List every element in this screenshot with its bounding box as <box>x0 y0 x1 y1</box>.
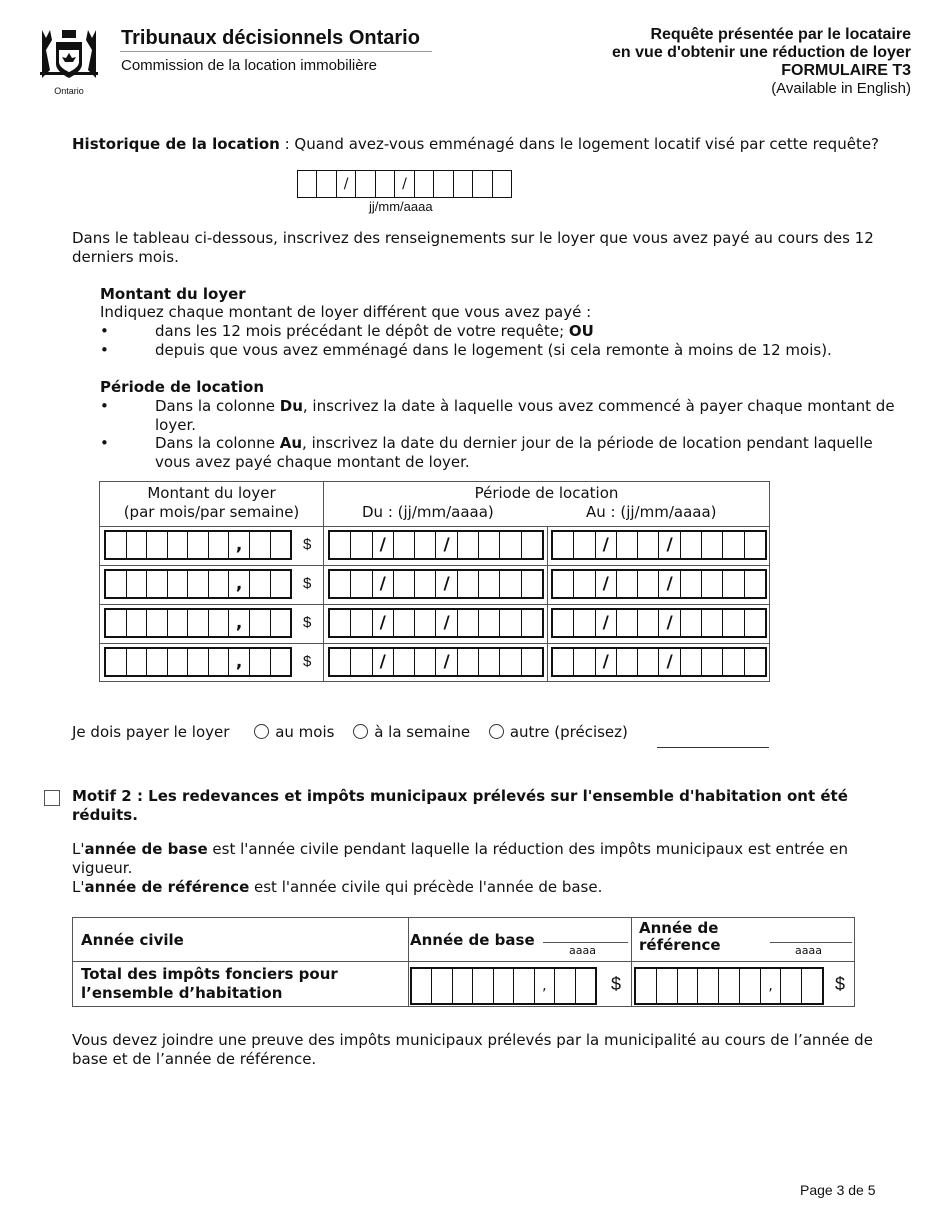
row-divider <box>100 526 769 527</box>
rent-amount-field[interactable] <box>104 608 292 638</box>
row-divider <box>73 961 854 962</box>
char-box[interactable] <box>574 610 595 636</box>
char-box[interactable] <box>271 571 291 597</box>
char-box[interactable] <box>745 571 765 597</box>
char-box[interactable]: / <box>373 571 394 597</box>
char-box[interactable]: / <box>436 649 457 675</box>
char-box[interactable]: / <box>596 571 617 597</box>
row-divider <box>100 565 769 566</box>
char-box[interactable] <box>209 649 230 675</box>
char-box[interactable] <box>209 610 230 636</box>
char-box[interactable] <box>147 571 168 597</box>
year-hint: aaaa <box>795 944 822 957</box>
char-box[interactable] <box>723 649 744 675</box>
char-box[interactable] <box>553 610 574 636</box>
char-box[interactable] <box>250 571 271 597</box>
char-box[interactable] <box>522 610 542 636</box>
currency-symbol: $ <box>303 653 312 670</box>
rent-table <box>99 481 770 682</box>
char-box[interactable] <box>473 969 493 1003</box>
char-box[interactable] <box>458 571 479 597</box>
char-box[interactable] <box>351 610 372 636</box>
char-box[interactable] <box>250 532 271 558</box>
char-box[interactable] <box>106 610 127 636</box>
base-year-label: Année de base <box>410 931 535 949</box>
available-english: (Available in English) <box>771 80 911 97</box>
char-box[interactable] <box>168 571 189 597</box>
from-date-field[interactable] <box>328 608 544 638</box>
t: est l'année civile qui précède l'année de base. <box>249 878 603 896</box>
char-box[interactable] <box>638 571 659 597</box>
char-box[interactable] <box>453 969 473 1003</box>
proof-note: Vous devez joindre une preuve des impôts municipaux prélevés par la municipalité au cours de l’année de base et de l’année de référence. <box>72 1031 873 1068</box>
char-box[interactable] <box>522 649 542 675</box>
char-box[interactable]: / <box>373 610 394 636</box>
to-col-header: Au : (jj/mm/aaaa) <box>586 503 717 521</box>
char-box[interactable] <box>458 649 479 675</box>
char-box[interactable] <box>522 532 542 558</box>
char-box[interactable] <box>168 532 189 558</box>
history-question <box>72 135 879 154</box>
char-box[interactable] <box>702 610 723 636</box>
char-box[interactable] <box>574 571 595 597</box>
period-bullet-1 <box>155 397 905 435</box>
char-box[interactable] <box>745 532 765 558</box>
col-divider <box>631 918 632 1006</box>
rent-amount-field[interactable] <box>104 569 292 599</box>
char-box[interactable] <box>574 649 595 675</box>
char-box[interactable] <box>494 969 514 1003</box>
currency-symbol: $ <box>835 974 846 994</box>
period-col-header: Période de location <box>474 484 619 502</box>
char-box[interactable]: / <box>659 571 680 597</box>
char-box[interactable] <box>458 610 479 636</box>
char-box[interactable] <box>636 969 657 1003</box>
h: Montant du loyer <box>147 484 276 502</box>
char-box[interactable] <box>376 171 395 197</box>
char-box[interactable] <box>479 649 500 675</box>
char-box[interactable] <box>209 571 230 597</box>
char-box[interactable] <box>394 571 415 597</box>
char-box[interactable]: / <box>596 610 617 636</box>
char-box[interactable] <box>473 171 492 197</box>
char-box[interactable] <box>330 571 351 597</box>
char-box[interactable] <box>209 532 230 558</box>
row-divider <box>100 604 769 605</box>
total-tax-label: Total des impôts fonciers pour l’ensemble d’habitation <box>81 965 338 1002</box>
char-box[interactable] <box>702 649 723 675</box>
char-box[interactable] <box>681 649 702 675</box>
char-box[interactable] <box>250 610 271 636</box>
amount-bullet-2: depuis que vous avez emménagé dans le logement (si cela remonte à moins de 12 mois). <box>155 341 832 359</box>
move-in-date-field[interactable] <box>297 170 512 198</box>
char-box[interactable] <box>351 571 372 597</box>
char-box[interactable] <box>317 171 336 197</box>
history-label: Historique de la location <box>72 135 280 153</box>
t: L' <box>72 878 85 896</box>
currency-symbol: $ <box>611 974 622 994</box>
ref-year-tax-field[interactable] <box>634 967 824 1005</box>
char-box[interactable] <box>617 649 638 675</box>
bullet: • <box>100 434 109 452</box>
radio-icon[interactable] <box>353 724 368 739</box>
char-box[interactable] <box>553 571 574 597</box>
amount-bullet-1 <box>155 322 594 341</box>
motif2-title: Motif 2 : Les redevances et impôts municipaux prélevés sur l'ensemble d'habitation ont été réduits. <box>72 787 848 824</box>
char-box[interactable] <box>500 649 521 675</box>
calendar-year-label: Année civile <box>81 931 184 949</box>
char-box[interactable] <box>745 610 765 636</box>
char-box[interactable] <box>574 532 595 558</box>
char-box[interactable] <box>657 969 678 1003</box>
pay-label: Je dois payer le loyer <box>72 723 230 741</box>
char-box[interactable] <box>678 969 699 1003</box>
char-box[interactable]: / <box>596 532 617 558</box>
char-box[interactable]: / <box>659 610 680 636</box>
date-hint: jj/mm/aaaa <box>369 199 433 214</box>
char-box[interactable] <box>106 649 127 675</box>
text: , inscrivez la date du dernier jour de la période de location pendant laquelle vous avez payé chaque montant de loyer. <box>155 434 873 471</box>
char-box[interactable] <box>147 649 168 675</box>
char-box[interactable]: / <box>436 571 457 597</box>
char-box[interactable] <box>415 610 436 636</box>
radio-monthly[interactable] <box>254 723 334 741</box>
char-box[interactable] <box>617 571 638 597</box>
period-heading: Période de location <box>100 378 265 396</box>
char-box[interactable]: / <box>659 649 680 675</box>
char-box[interactable] <box>638 532 659 558</box>
to-date-field[interactable] <box>551 569 767 599</box>
char-box[interactable] <box>168 610 189 636</box>
radio-other[interactable] <box>489 723 628 741</box>
title-line-1: Requête présentée par le locataire <box>650 26 911 43</box>
char-box[interactable] <box>802 969 822 1003</box>
t: est l'année civile pendant laquelle la réduction des impôts municipaux est entrée en vigueur. <box>72 840 848 877</box>
char-box[interactable] <box>250 649 271 675</box>
col-divider <box>408 918 409 1006</box>
to-date-field[interactable] <box>551 647 767 677</box>
char-box[interactable]: , <box>229 532 250 558</box>
char-box[interactable] <box>500 571 521 597</box>
char-box[interactable] <box>458 532 479 558</box>
from-date-field[interactable] <box>328 530 544 560</box>
base-year-tax-field[interactable] <box>410 967 597 1005</box>
currency-symbol: $ <box>303 614 312 631</box>
bullet: • <box>100 397 109 415</box>
b: année de référence <box>84 878 250 896</box>
from-col-header: Du : (jj/mm/aaaa) <box>362 503 494 521</box>
label: autre (précisez) <box>509 723 628 741</box>
char-box[interactable] <box>127 532 148 558</box>
char-box[interactable] <box>479 610 500 636</box>
label: à la semaine <box>374 723 471 741</box>
commission-name: Commission de la location immobilière <box>121 57 377 74</box>
char-box[interactable] <box>415 649 436 675</box>
char-box[interactable] <box>500 610 521 636</box>
char-box[interactable] <box>271 649 291 675</box>
rent-amount-field[interactable] <box>104 647 292 677</box>
rent-amount-field[interactable] <box>104 530 292 560</box>
char-box[interactable] <box>415 171 434 197</box>
char-box[interactable] <box>271 610 291 636</box>
char-box[interactable] <box>681 571 702 597</box>
text: Dans la colonne <box>155 434 280 452</box>
b1-bold: OU <box>568 322 594 340</box>
char-box[interactable] <box>553 532 574 558</box>
char-box[interactable] <box>127 571 148 597</box>
char-box[interactable] <box>298 171 317 197</box>
char-box[interactable] <box>188 532 209 558</box>
amount-heading: Montant du loyer <box>100 285 246 303</box>
radio-icon[interactable] <box>254 724 269 739</box>
b: année de base <box>84 840 208 858</box>
char-box[interactable]: , <box>761 969 782 1003</box>
char-box[interactable]: , <box>229 649 250 675</box>
char-box[interactable] <box>356 171 375 197</box>
b1-text: dans les 12 mois précédant le dépôt de votre requête; <box>155 322 569 340</box>
char-box[interactable]: / <box>337 171 356 197</box>
char-box[interactable] <box>188 571 209 597</box>
char-box[interactable] <box>454 171 473 197</box>
ontario-logo <box>36 26 102 96</box>
form-title <box>612 26 911 98</box>
to-date-field[interactable] <box>551 608 767 638</box>
currency-symbol: $ <box>303 536 312 553</box>
char-box[interactable] <box>719 969 740 1003</box>
text: , inscrivez la date à laquelle vous avez commencé à payer chaque montant de loyer. <box>155 397 895 434</box>
char-box[interactable] <box>555 969 575 1003</box>
char-box[interactable]: / <box>436 532 457 558</box>
char-box[interactable] <box>617 610 638 636</box>
bullet: • <box>100 341 109 359</box>
org-name: Tribunaux décisionnels Ontario <box>121 27 420 49</box>
currency-symbol: $ <box>303 575 312 592</box>
motif2-checkbox[interactable] <box>44 790 60 806</box>
bullet: • <box>100 322 109 340</box>
char-box[interactable] <box>147 610 168 636</box>
title-line-2: en vue d'obtenir une réduction de loyer <box>612 44 911 61</box>
logo-text: Ontario <box>54 86 84 96</box>
text: Dans la colonne <box>155 397 280 415</box>
char-box[interactable] <box>479 571 500 597</box>
char-box[interactable] <box>412 969 432 1003</box>
char-box[interactable] <box>351 649 372 675</box>
char-box[interactable] <box>745 649 765 675</box>
pay-frequency <box>72 723 628 741</box>
char-box[interactable] <box>638 649 659 675</box>
char-box[interactable] <box>434 171 453 197</box>
char-box[interactable] <box>514 969 534 1003</box>
form-id: FORMULAIRE T3 <box>781 62 911 79</box>
char-box[interactable] <box>127 649 148 675</box>
ref-year-def <box>72 878 602 897</box>
char-box[interactable] <box>522 571 542 597</box>
bold: Au <box>279 434 303 452</box>
h: (par mois/par semaine) <box>123 503 300 521</box>
from-date-field[interactable] <box>328 647 544 677</box>
char-box[interactable] <box>702 532 723 558</box>
char-box[interactable]: / <box>373 649 394 675</box>
intro-text: Dans le tableau ci-dessous, inscrivez des renseignements sur le loyer que vous avez payé au cours des 12 derniers mois. <box>72 229 874 266</box>
radio-weekly[interactable] <box>353 723 470 741</box>
year-hint: aaaa <box>569 944 596 957</box>
radio-icon[interactable] <box>489 724 504 739</box>
char-box[interactable]: , <box>229 610 250 636</box>
char-box[interactable] <box>493 171 511 197</box>
row-divider <box>100 643 769 644</box>
period-bullet-2 <box>155 434 905 472</box>
base-year-def <box>72 840 912 878</box>
char-box[interactable] <box>702 571 723 597</box>
char-box[interactable] <box>330 532 351 558</box>
char-box[interactable] <box>415 532 436 558</box>
tax-table <box>72 917 855 1007</box>
char-box[interactable]: / <box>436 610 457 636</box>
char-box[interactable]: , <box>535 969 555 1003</box>
char-box[interactable] <box>188 649 209 675</box>
ref-year-label: Année de référence <box>639 919 721 954</box>
char-box[interactable] <box>394 532 415 558</box>
char-box[interactable] <box>394 649 415 675</box>
header-divider <box>120 51 432 52</box>
t: L' <box>72 840 85 858</box>
base-year-input[interactable] <box>543 942 628 943</box>
char-box[interactable] <box>394 610 415 636</box>
char-box[interactable] <box>781 969 802 1003</box>
ref-year-input[interactable] <box>770 942 852 943</box>
char-box[interactable] <box>479 532 500 558</box>
char-box[interactable] <box>698 969 719 1003</box>
char-box[interactable]: / <box>659 532 680 558</box>
char-box[interactable] <box>740 969 761 1003</box>
char-box[interactable] <box>271 532 291 558</box>
char-box[interactable] <box>330 610 351 636</box>
char-box[interactable] <box>188 610 209 636</box>
from-date-field[interactable] <box>328 569 544 599</box>
char-box[interactable] <box>415 571 436 597</box>
col-divider <box>323 482 324 681</box>
page-number: Page 3 de 5 <box>800 1182 876 1198</box>
to-date-field[interactable] <box>551 530 767 560</box>
char-box[interactable] <box>617 532 638 558</box>
char-box[interactable] <box>351 532 372 558</box>
char-box[interactable] <box>681 610 702 636</box>
char-box[interactable]: / <box>395 171 414 197</box>
char-box[interactable] <box>106 532 127 558</box>
char-box[interactable] <box>330 649 351 675</box>
history-text: : Quand avez-vous emménagé dans le logement locatif visé par cette requête? <box>279 135 880 153</box>
char-box[interactable] <box>638 610 659 636</box>
char-box[interactable] <box>432 969 452 1003</box>
char-box[interactable] <box>723 571 744 597</box>
char-box[interactable] <box>576 969 595 1003</box>
char-box[interactable] <box>681 532 702 558</box>
amount-lead: Indiquez chaque montant de loyer différent que vous avez payé : <box>100 303 592 321</box>
amount-col-header <box>100 484 323 522</box>
char-box[interactable] <box>553 649 574 675</box>
label: au mois <box>275 723 335 741</box>
char-box[interactable] <box>723 532 744 558</box>
char-box[interactable]: / <box>373 532 394 558</box>
bold: Du <box>279 397 303 415</box>
char-box[interactable] <box>723 610 744 636</box>
other-specify-input[interactable] <box>657 747 769 748</box>
char-box[interactable] <box>147 532 168 558</box>
char-box[interactable]: , <box>229 571 250 597</box>
char-box[interactable] <box>168 649 189 675</box>
char-box[interactable] <box>500 532 521 558</box>
char-box[interactable] <box>106 571 127 597</box>
char-box[interactable]: / <box>596 649 617 675</box>
char-box[interactable] <box>127 610 148 636</box>
